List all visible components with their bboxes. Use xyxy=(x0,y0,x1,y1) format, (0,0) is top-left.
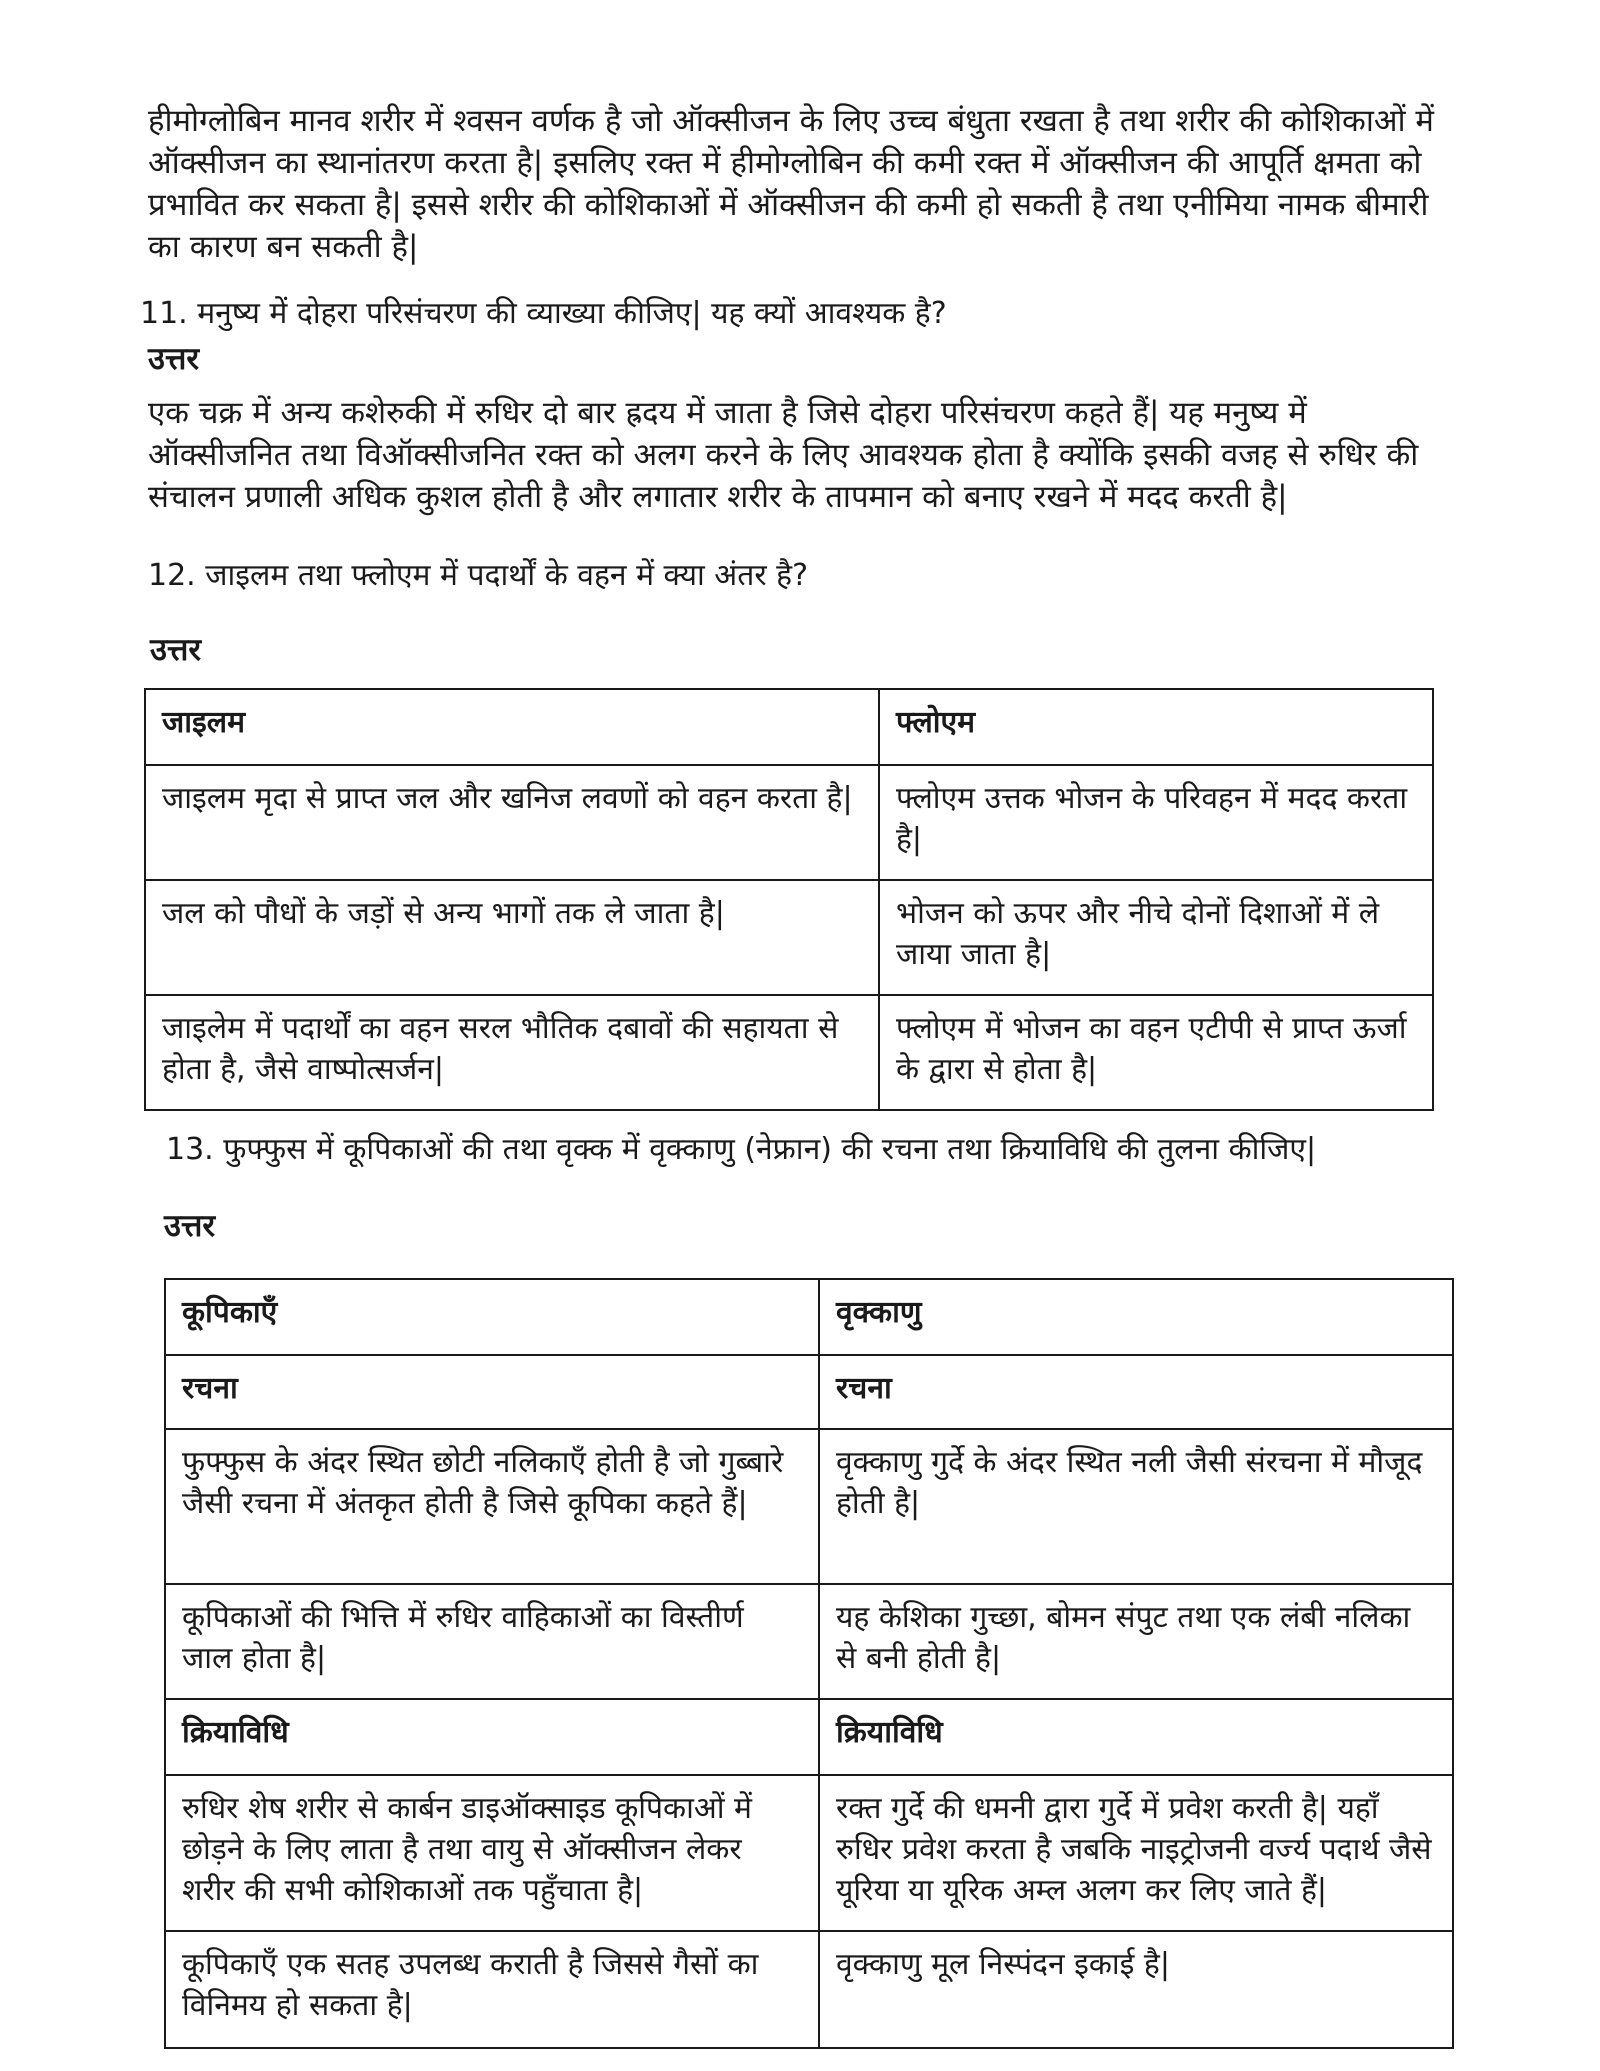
table-row xyxy=(145,995,1433,1110)
table-row xyxy=(165,1931,1453,2048)
table-cell: जाइलेम में पदार्थों का वहन सरल भौतिक दबावों की सहायता से होता है, जैसे वाष्पोत्सर्जन| xyxy=(145,995,879,1110)
intro-paragraph: हीमोग्लोबिन मानव शरीर में श्वसन वर्णक है जो ऑक्सीजन के लिए उच्च बंधुता रखता है तथा शरीर की कोशिकाओं में ऑक्सीजन का स्थानांतरण करता है| इसलिए रक्त में हीमोग्लोबिन की कमी रक्त में ऑक्सीजन की आपूर्ति क्षमता को प्रभावित कर सकता है| इससे शरीर की कोशिकाओं में ऑक्सीजन की कमी हो सकती है तथा एनीमिया नामक बीमारी का कारण बन सकती है| xyxy=(148,103,1434,265)
table-cell: रुधिर शेष शरीर से कार्बन डाइऑक्साइड कूपिकाओं में छोड़ने के लिए लाता है तथा वायु से ऑक्सीजन लेकर शरीर की सभी कोशिकाओं तक पहुँचाता है| xyxy=(165,1775,819,1931)
table-cell: फ्लोएम उत्तक भोजन के परिवहन में मदद करता है| xyxy=(879,765,1433,880)
question-11: 11. मनुष्य में दोहरा परिसंचरण की व्याख्या कीजिए| यह क्यों आवश्यक है? xyxy=(140,296,947,331)
table-cell: वृक्काणु मूल निस्पंदन इकाई है| xyxy=(819,1931,1453,2048)
table-row xyxy=(145,880,1433,995)
table-cell: जाइलम मृदा से प्राप्त जल और खनिज लवणों को वहन करता है| xyxy=(145,765,879,880)
table-cell: यह केशिका गुच्छा, बोमन संपुट तथा एक लंबी नलिका से बनी होती है| xyxy=(819,1584,1453,1699)
table-row xyxy=(165,1775,1453,1931)
table-section-row xyxy=(165,1355,1453,1429)
table-cell: जल को पौधों के जड़ों से अन्य भागों तक ले जाता है| xyxy=(145,880,879,995)
table-cell: कूपिकाएँ एक सतह उपलब्ध कराती है जिससे गैसों का विनिमय हो सकता है| xyxy=(165,1931,819,2048)
table-header-row xyxy=(165,1279,1453,1355)
table-cell: वृक्काणु गुर्दे के अंदर स्थित नली जैसी संरचना में मौजूद होती है| xyxy=(819,1429,1453,1584)
table-row xyxy=(165,1429,1453,1584)
table-row xyxy=(165,1584,1453,1699)
table-header-cell: कूपिकाएँ xyxy=(165,1279,819,1355)
xylem-phloem-table xyxy=(144,688,1434,1111)
question-12: 12. जाइलम तथा फ्लोएम में पदार्थों के वहन में क्या अंतर है? xyxy=(148,558,808,593)
table-cell: भोजन को ऊपर और नीचे दोनों दिशाओं में ले जाया जाता है| xyxy=(879,880,1433,995)
section-heading-cell: रचना xyxy=(819,1355,1453,1429)
table-cell: फ्लोएम में भोजन का वहन एटीपी से प्राप्त ऊर्जा के द्वारा से होता है| xyxy=(879,995,1433,1110)
answer-label-11: उत्तर xyxy=(148,341,200,377)
answer-label-12: उत्तर xyxy=(150,632,202,668)
answer-11: एक चक्र में अन्य कशेरुकी में रुधिर दो बार ह्रदय में जाता है जिसे दोहरा परिसंचरण कहते हैं| यह मनुष्य में ऑक्सीजनित तथा विऑक्सीजनित रक्त को अलग करने के लिए आवश्यक होता है क्योंकि इसकी वजह से रुधिर की संचालन प्रणाली अधिक कुशल होती है और लगातार शरीर के तापमान को बनाए रखने में मदद करती है| xyxy=(148,395,1419,515)
question-13: 13. फुफ्फुस में कूपिकाओं की तथा वृक्क में वृक्काणु (नेफ्रान) की रचना तथा क्रियाविधि की तुलना कीजिए| xyxy=(166,1132,1317,1167)
table-header-cell: वृक्काणु xyxy=(819,1279,1453,1355)
table-cell: फुफ्फुस के अंदर स्थित छोटी नलिकाएँ होती है जो गुब्बारे जैसी रचना में अंतकृत होती है जिसे कूपिका कहते हैं| xyxy=(165,1429,819,1584)
answer-label-13: उत्तर xyxy=(164,1208,216,1244)
table-cell: कूपिकाओं की भित्ति में रुधिर वाहिकाओं का विस्तीर्ण जाल होता है| xyxy=(165,1584,819,1699)
table-cell: रक्त गुर्दे की धमनी द्वारा गुर्दे में प्रवेश करती है| यहाँ रुधिर प्रवेश करता है जबकि नाइट्रोजनी वर्ज्य पदार्थ जैसे यूरिया या यूरिक अम्ल अलग कर लिए जाते हैं| xyxy=(819,1775,1453,1931)
alveoli-nephron-table xyxy=(164,1278,1454,2049)
table-row xyxy=(145,765,1433,880)
section-heading-cell: रचना xyxy=(165,1355,819,1429)
table-section-row xyxy=(165,1699,1453,1775)
table-header-cell: जाइलम xyxy=(145,689,879,765)
section-heading-cell: क्रियाविधि xyxy=(165,1699,819,1775)
section-heading-cell: क्रियाविधि xyxy=(819,1699,1453,1775)
table-header-cell: फ्लोएम xyxy=(879,689,1433,765)
table-header-row xyxy=(145,689,1433,765)
